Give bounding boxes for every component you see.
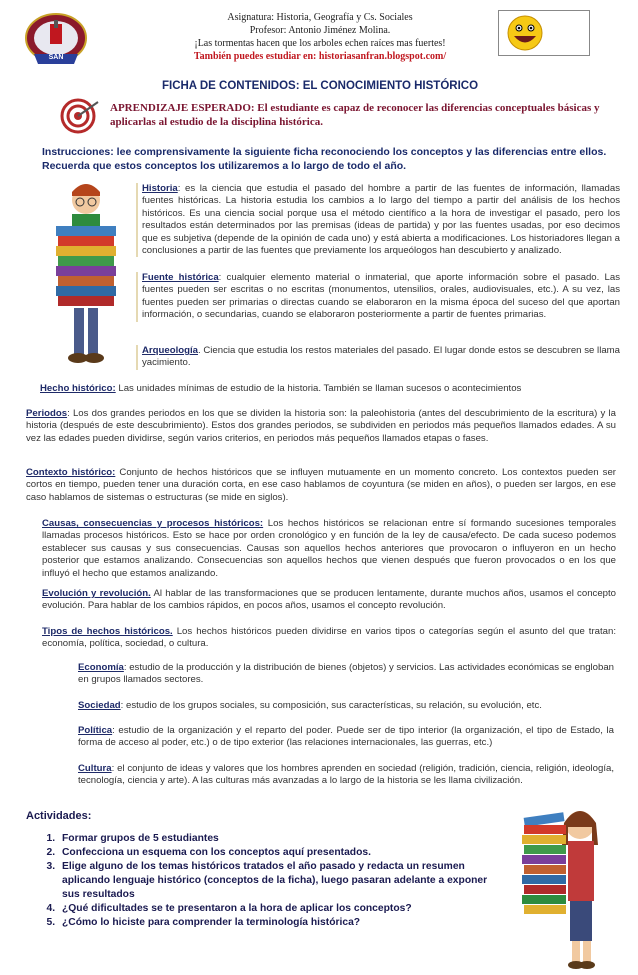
page-title: FICHA DE CONTENIDOS: EL CONOCIMIENTO HISTÓRICO [161,80,479,92]
list-item: 1. Formar grupos de 5 estudiantes [58,832,498,846]
term-causas: Causas, consecuencias y procesos históricos: [42,518,264,529]
term-arqueologia: Arqueología [142,345,198,356]
target-icon [58,98,102,134]
term-historia: Historia [142,183,178,194]
logo-text: SAN [48,54,64,61]
term-hecho: Hecho histórico: [40,383,116,394]
girl-books-illustration [520,805,615,970]
def-periodos: Periodos: Los dos grandes periodos en los que se dividen la historia son: la paleohistoria (antes del descubrimiento de la escritura) y la historia (después de este descubrimiento). Estos dos grandes periodos, se subdividen en periodos más pequeños llamados edades. A su vez las edades pueden dividirse, según varios criterios, en periodos más pequeños llamados etapas o fases. [26,408,616,444]
term-evolucion: Evolución y revolución. [42,588,151,599]
def-contexto: Contexto histórico: Conjunto de hechos históricos que se influyen mutuamente en un momento concreto. Los contextos pueden ser cortos en tiempo, pueden tener una duración corta, en ese caso hablamos de coyuntura (se miden en años), o pueden ser largos, en ese caso hablamos de sistemas o estructuras (se mide en siglos). [26,467,616,503]
school-logo [20,10,92,70]
list-item: 2. Confecciona un esquema con los conceptos aquí presentados. [58,846,498,860]
student-books-illustration [50,180,122,370]
list-item: 5. ¿Cómo lo hiciste para comprender la terminología histórica? [58,916,498,930]
def-hecho: Hecho histórico: Las unidades mínimas de estudio de la historia. También se llaman sucesos o acontecimientos [40,383,522,394]
def-politica: Política: estudio de la organización y el reparto del poder. Puede ser de tipo interior (la organización, el tipo de Estado, la forma de acceso al poder, etc.) o de tipo exterior (las relaciones internacionales, las guerras, etc.) [78,725,614,749]
def-cultura: Cultura: el conjunto de ideas y valores que los hombres aprenden en sociedad (religión, tradición, ciencia, religión, ideología, tecnología, ciencia y arte). A las culturas más avanzadas a lo largo de la historia se les llama civilización. [78,763,614,787]
def-economia: Economía: estudio de la producción y la distribución de bienes (objetos) y servicios. Las actividades económicas se engloban en grupos llamados sectores. [78,662,614,686]
term-cultura: Cultura [78,763,112,774]
term-sociedad: Sociedad [78,700,121,711]
term-periodos: Periodos [26,408,68,419]
activities-list [38,832,498,930]
header-blog[interactable]: También puedes estudiar en: historiasanfran.blogspot.com/ [193,51,447,62]
header-teacher: Profesor: Antonio Jiménez Molina. [249,25,391,36]
def-tipos: Tipos de hechos históricos. Los hechos históricos pueden dividirse en varios tipos o categorías según el asunto del que tratan: economía, política, sociedad, o cultura. [42,626,616,650]
def-arqueologia: Arqueología. Ciencia que estudia los restos materiales del pasado. El lugar donde estos se descubren se llama yacimiento. [136,345,620,370]
def-historia: Historia: es la ciencia que estudia el pasado del hombre a partir de las fuentes de información, llamadas fuentes históricas. La historia estudia los cambios a lo largo del tiempo a partir del análisis de los hechos históricos. Es una ciencia social porque usa el método científico a la hora de investigar el pasado, pero los resultados están determinados por las premisas (ideas de partida) y por las fuentes usadas, por eso decimos que es subjetiva (depende de la opinión de cada uno) y está abierta a modificaciones. Los historiadores llegan a conclusiones a partir de las fuentes que previamente los arqueólogos han descubierto y analizado. [136,183,620,257]
term-economia: Economía [78,662,124,673]
activities-title: Actividades: [26,810,92,822]
smiley-icon [498,10,590,56]
def-causas: Causas, consecuencias y procesos históricos: Los hechos históricos se relacionan entre sí formando sucesiones temporales llamadas procesos históricos. Esto se hace por orden cronológico y en función de la ley de causa/efecto. De cada suceso podemos establecer sus causas y sus consecuencias. Causas son aquellos hechos anteriores que provocaron o influyeron en un hecho posterior que estamos analizando. Consecuencias son aquellos hechos que vienen después que fueron provocados o en los que influyó el hecho que estamos analizando. [42,518,616,579]
def-fuente: Fuente histórica: cualquier elemento material o inmaterial, que aporte información sobre el pasado. Las fuentes pueden ser escritas o no escritas (monumentos, utensilios, orales, audiovisuales, etc.). A su vez, las fuentes pueden ser primarias o directas cuando se elaboraron en la misma época del suceso del que aportan información, o secundarias, cuando se elaboraron posteriormente a partir de fuentes primarias. [136,272,620,322]
term-contexto: Contexto histórico: [26,467,116,478]
header-subject: Asignatura: Historia, Geografía y Cs. Sociales [227,12,413,23]
list-item: 4. ¿Qué dificultades se te presentaron a la hora de aplicar los conceptos? [58,902,498,916]
term-tipos: Tipos de hechos históricos. [42,626,173,637]
header-quote: ¡Las tormentas hacen que los arboles echen raíces mas fuertes! [194,38,446,49]
def-sociedad: Sociedad: estudio de los grupos sociales, su composición, sus características, su relación, su evolución, etc. [78,700,542,711]
def-evolucion: Evolución y revolución. Al hablar de las transformaciones que se producen lentamente, durante muchos años, usamos el concepto evolución. Para hablar de los cambios rápidos, en pocos años, usamos el concepto revolución. [42,588,616,612]
term-fuente: Fuente histórica [142,272,219,283]
term-politica: Política [78,725,113,736]
list-item: 3. Elige alguno de los temas históricos tratados el año pasado y redacta un resumen aplicando lenguaje histórico (conceptos de la ficha), luego pasaran adelante a exponer sus resultados [58,860,498,902]
learning-objective: APRENDIZAJE ESPERADO: El estudiante es capaz de reconocer las diferencias conceptuales básicas y aplicarlas al estudio de la disciplina histórica. [110,102,600,128]
instructions: Instrucciones: lee comprensivamente la siguiente ficha reconociendo los conceptos y las diferencias entre ellos. Recuerda que estos conceptos los utilizaremos a lo largo de todo el año. [42,146,607,172]
